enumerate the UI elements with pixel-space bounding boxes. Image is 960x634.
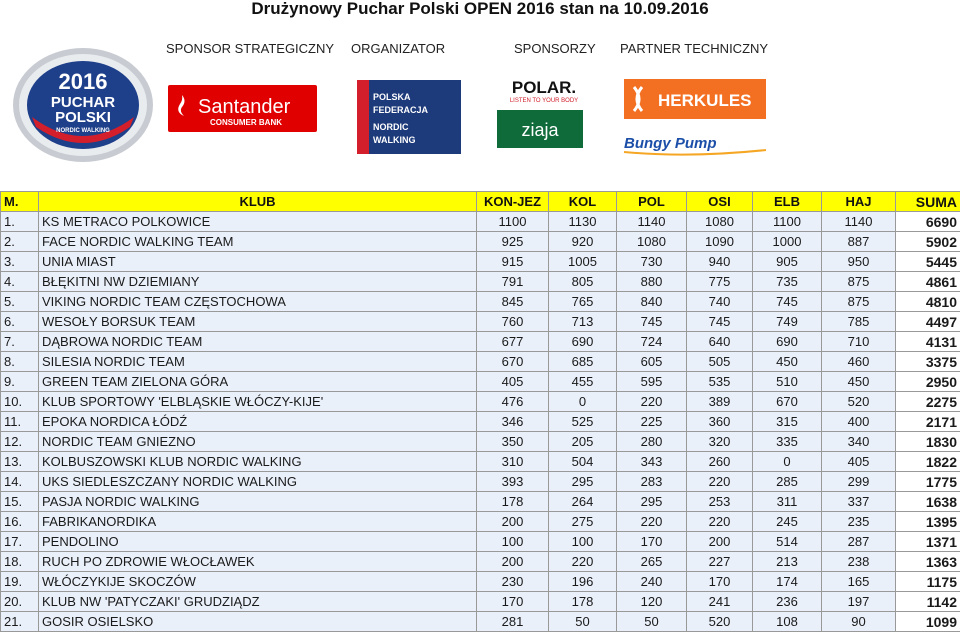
organizer-label: ORGANIZATOR	[351, 41, 446, 56]
row-score-elb: 213	[753, 552, 822, 572]
table-row	[1, 412, 960, 432]
row-score-pol: 240	[617, 572, 687, 592]
row-score-kon-jez: 350	[477, 432, 549, 452]
row-score-elb: 514	[753, 532, 822, 552]
row-score-elb: 450	[753, 352, 822, 372]
row-score-haj: 875	[822, 292, 896, 312]
row-club-name: KOLBUSZOWSKI KLUB NORDIC WALKING	[39, 452, 477, 472]
row-score-osi: 360	[687, 412, 753, 432]
row-position: 8.	[1, 352, 39, 372]
row-score-osi: 505	[687, 352, 753, 372]
row-score-elb: 108	[753, 612, 822, 632]
table-row	[1, 212, 960, 232]
row-score-osi: 535	[687, 372, 753, 392]
row-club-name: FACE NORDIC WALKING TEAM	[39, 232, 477, 252]
row-score-pol: 225	[617, 412, 687, 432]
row-score-osi: 260	[687, 452, 753, 472]
header-suma: SUMA	[896, 192, 960, 212]
row-total: 4810	[896, 292, 960, 312]
row-score-elb: 1100	[753, 212, 822, 232]
row-score-elb: 905	[753, 252, 822, 272]
row-score-kol: 690	[549, 332, 617, 352]
row-score-kol: 275	[549, 512, 617, 532]
row-club-name: SILESIA NORDIC TEAM	[39, 352, 477, 372]
row-position: 6.	[1, 312, 39, 332]
row-total: 1363	[896, 552, 960, 572]
row-score-haj: 90	[822, 612, 896, 632]
row-score-pol: 605	[617, 352, 687, 372]
row-score-haj: 400	[822, 412, 896, 432]
table-row	[1, 472, 960, 492]
svg-text:CONSUMER BANK: CONSUMER BANK	[210, 118, 282, 127]
table-row	[1, 232, 960, 252]
row-score-pol: 283	[617, 472, 687, 492]
svg-text:FEDERACJA: FEDERACJA	[373, 105, 429, 115]
row-score-elb: 315	[753, 412, 822, 432]
table-row	[1, 592, 960, 612]
table-row	[1, 392, 960, 412]
row-score-kol: 455	[549, 372, 617, 392]
row-position: 15.	[1, 492, 39, 512]
row-score-haj: 950	[822, 252, 896, 272]
row-score-kol: 178	[549, 592, 617, 612]
table-row	[1, 352, 960, 372]
row-score-haj: 238	[822, 552, 896, 572]
row-score-pol: 730	[617, 252, 687, 272]
table-row	[1, 312, 960, 332]
row-club-name: PENDOLINO	[39, 532, 477, 552]
row-score-pol: 170	[617, 532, 687, 552]
row-score-elb: 245	[753, 512, 822, 532]
row-position: 21.	[1, 612, 39, 632]
strategic-sponsor-label: SPONSOR STRATEGICZNY	[166, 41, 335, 56]
row-total: 1175	[896, 572, 960, 592]
row-position: 1.	[1, 212, 39, 232]
row-club-name: VIKING NORDIC TEAM CZĘSTOCHOWA	[39, 292, 477, 312]
row-score-haj: 875	[822, 272, 896, 292]
row-score-haj: 165	[822, 572, 896, 592]
row-score-kol: 525	[549, 412, 617, 432]
row-score-pol: 745	[617, 312, 687, 332]
herkules-logo	[624, 79, 766, 119]
row-score-haj: 340	[822, 432, 896, 452]
row-club-name: KLUB SPORTOWY 'ELBLĄSKIE WŁÓCZY-KIJE'	[39, 392, 477, 412]
ziaja-logo	[497, 110, 583, 148]
table-row	[1, 292, 960, 312]
row-score-kon-jez: 310	[477, 452, 549, 472]
header-pol: POL	[617, 192, 687, 212]
row-position: 12.	[1, 432, 39, 452]
row-score-kol: 196	[549, 572, 617, 592]
row-score-haj: 887	[822, 232, 896, 252]
row-score-pol: 724	[617, 332, 687, 352]
row-position: 20.	[1, 592, 39, 612]
row-score-kon-jez: 346	[477, 412, 549, 432]
row-total: 1830	[896, 432, 960, 452]
row-score-elb: 285	[753, 472, 822, 492]
row-score-kon-jez: 178	[477, 492, 549, 512]
header-elb: ELB	[753, 192, 822, 212]
row-score-kol: 295	[549, 472, 617, 492]
row-score-osi: 740	[687, 292, 753, 312]
bungy-pump-logo	[620, 128, 770, 158]
row-total: 3375	[896, 352, 960, 372]
row-club-name: EPOKA NORDICA ŁÓDŹ	[39, 412, 477, 432]
row-club-name: NORDIC TEAM GNIEZNO	[39, 432, 477, 452]
row-score-kol: 220	[549, 552, 617, 572]
row-score-haj: 785	[822, 312, 896, 332]
row-score-pol: 1140	[617, 212, 687, 232]
row-position: 4.	[1, 272, 39, 292]
row-total: 1371	[896, 532, 960, 552]
row-club-name: WESOŁY BORSUK TEAM	[39, 312, 477, 332]
row-total: 1395	[896, 512, 960, 532]
row-total: 4497	[896, 312, 960, 332]
row-score-pol: 343	[617, 452, 687, 472]
row-score-elb: 749	[753, 312, 822, 332]
row-position: 14.	[1, 472, 39, 492]
row-club-name: DĄBROWA NORDIC TEAM	[39, 332, 477, 352]
header-club: KLUB	[39, 192, 477, 212]
row-score-haj: 235	[822, 512, 896, 532]
row-score-osi: 940	[687, 252, 753, 272]
row-score-kol: 805	[549, 272, 617, 292]
row-score-osi: 220	[687, 472, 753, 492]
svg-text:LISTEN TO YOUR BODY: LISTEN TO YOUR BODY	[509, 98, 579, 104]
row-score-haj: 460	[822, 352, 896, 372]
svg-text:2016: 2016	[58, 69, 108, 94]
svg-text:WALKING: WALKING	[373, 135, 416, 145]
row-score-pol: 295	[617, 492, 687, 512]
row-score-elb: 1000	[753, 232, 822, 252]
row-score-kol: 1005	[549, 252, 617, 272]
puchar-polski-logo	[12, 47, 154, 163]
row-score-haj: 299	[822, 472, 896, 492]
row-position: 3.	[1, 252, 39, 272]
santander-logo	[168, 85, 317, 132]
pfnw-logo	[357, 80, 461, 154]
header-position: M.	[1, 192, 39, 212]
row-position: 5.	[1, 292, 39, 312]
row-position: 11.	[1, 412, 39, 432]
results-table	[0, 191, 960, 632]
row-score-kon-jez: 760	[477, 312, 549, 332]
row-score-haj: 197	[822, 592, 896, 612]
row-score-kol: 100	[549, 532, 617, 552]
row-score-osi: 1080	[687, 212, 753, 232]
row-position: 9.	[1, 372, 39, 392]
row-score-kon-jez: 1100	[477, 212, 549, 232]
row-position: 17.	[1, 532, 39, 552]
header-kon-jez: KON-JEZ	[477, 192, 549, 212]
table-row	[1, 612, 960, 632]
table-row	[1, 332, 960, 352]
row-score-kon-jez: 393	[477, 472, 549, 492]
row-score-osi: 253	[687, 492, 753, 512]
row-score-osi: 745	[687, 312, 753, 332]
row-club-name: RUCH PO ZDROWIE WŁOCŁAWEK	[39, 552, 477, 572]
row-score-elb: 735	[753, 272, 822, 292]
row-score-osi: 241	[687, 592, 753, 612]
row-score-elb: 0	[753, 452, 822, 472]
row-score-kol: 765	[549, 292, 617, 312]
header-haj: HAJ	[822, 192, 896, 212]
row-total: 1142	[896, 592, 960, 612]
table-row	[1, 452, 960, 472]
row-score-elb: 510	[753, 372, 822, 392]
row-score-kon-jez: 281	[477, 612, 549, 632]
row-club-name: UKS SIEDLESZCZANY NORDIC WALKING	[39, 472, 477, 492]
row-club-name: PASJA NORDIC WALKING	[39, 492, 477, 512]
row-score-kol: 920	[549, 232, 617, 252]
table-row	[1, 552, 960, 572]
row-position: 13.	[1, 452, 39, 472]
row-score-kon-jez: 791	[477, 272, 549, 292]
row-score-kol: 264	[549, 492, 617, 512]
row-score-kon-jez: 230	[477, 572, 549, 592]
row-club-name: FABRIKANORDIKA	[39, 512, 477, 532]
row-score-kol: 205	[549, 432, 617, 452]
page-title: Drużynowy Puchar Polski OPEN 2016 stan na 10.09.2016	[251, 0, 709, 18]
polar-logo	[493, 78, 595, 104]
row-score-pol: 1080	[617, 232, 687, 252]
row-score-kon-jez: 925	[477, 232, 549, 252]
row-score-osi: 200	[687, 532, 753, 552]
row-score-pol: 220	[617, 512, 687, 532]
technical-partner-label: PARTNER TECHNICZNY	[620, 41, 769, 56]
row-total: 1099	[896, 612, 960, 632]
row-total: 1822	[896, 452, 960, 472]
row-score-osi: 220	[687, 512, 753, 532]
row-score-kol: 0	[549, 392, 617, 412]
svg-text:POLSKA: POLSKA	[373, 92, 411, 102]
row-total: 1775	[896, 472, 960, 492]
row-club-name: KLUB NW 'PATYCZAKI' GRUDZIĄDZ	[39, 592, 477, 612]
svg-text:ziaja: ziaja	[521, 120, 559, 140]
row-score-elb: 174	[753, 572, 822, 592]
row-score-kon-jez: 200	[477, 552, 549, 572]
row-total: 2171	[896, 412, 960, 432]
table-row	[1, 432, 960, 452]
svg-text:POLAR.: POLAR.	[511, 78, 577, 97]
row-club-name: WŁÓCZYKIJE SKOCZÓW	[39, 572, 477, 592]
row-score-pol: 220	[617, 392, 687, 412]
row-score-kon-jez: 405	[477, 372, 549, 392]
row-position: 18.	[1, 552, 39, 572]
row-total: 2950	[896, 372, 960, 392]
table-header-row	[1, 192, 960, 212]
svg-text:Bungy Pump: Bungy Pump	[624, 135, 717, 152]
row-score-haj: 520	[822, 392, 896, 412]
row-score-osi: 170	[687, 572, 753, 592]
row-score-osi: 520	[687, 612, 753, 632]
table-row	[1, 572, 960, 592]
row-score-osi: 227	[687, 552, 753, 572]
row-score-elb: 311	[753, 492, 822, 512]
svg-text:POLSKI: POLSKI	[55, 109, 111, 126]
row-club-name: GREEN TEAM ZIELONA GÓRA	[39, 372, 477, 392]
row-score-osi: 389	[687, 392, 753, 412]
table-row	[1, 532, 960, 552]
row-score-elb: 236	[753, 592, 822, 612]
row-position: 7.	[1, 332, 39, 352]
row-score-kon-jez: 200	[477, 512, 549, 532]
sponsors-label: SPONSORZY	[514, 41, 596, 56]
row-position: 16.	[1, 512, 39, 532]
row-total: 4861	[896, 272, 960, 292]
row-total: 4131	[896, 332, 960, 352]
svg-text:NORDIC WALKING: NORDIC WALKING	[56, 128, 110, 134]
row-score-kon-jez: 915	[477, 252, 549, 272]
row-score-elb: 670	[753, 392, 822, 412]
row-total: 5445	[896, 252, 960, 272]
row-score-kon-jez: 476	[477, 392, 549, 412]
row-position: 10.	[1, 392, 39, 412]
row-score-kol: 1130	[549, 212, 617, 232]
table-row	[1, 272, 960, 292]
table-row	[1, 492, 960, 512]
row-score-kol: 504	[549, 452, 617, 472]
row-score-elb: 335	[753, 432, 822, 452]
header-osi: OSI	[687, 192, 753, 212]
row-score-elb: 690	[753, 332, 822, 352]
row-club-name: KS METRACO POLKOWICE	[39, 212, 477, 232]
row-score-elb: 745	[753, 292, 822, 312]
row-score-osi: 320	[687, 432, 753, 452]
row-club-name: UNIA MIAST	[39, 252, 477, 272]
row-score-haj: 337	[822, 492, 896, 512]
row-position: 2.	[1, 232, 39, 252]
row-score-haj: 1140	[822, 212, 896, 232]
row-score-pol: 280	[617, 432, 687, 452]
svg-text:HERKULES: HERKULES	[658, 91, 752, 110]
row-score-kon-jez: 677	[477, 332, 549, 352]
row-score-kon-jez: 170	[477, 592, 549, 612]
row-club-name: BŁĘKITNI NW DZIEMIANY	[39, 272, 477, 292]
svg-text:NORDIC: NORDIC	[373, 122, 409, 132]
row-club-name: GOSIR OSIELSKO	[39, 612, 477, 632]
row-score-kon-jez: 100	[477, 532, 549, 552]
row-score-pol: 880	[617, 272, 687, 292]
table-row	[1, 372, 960, 392]
row-score-pol: 595	[617, 372, 687, 392]
row-score-pol: 120	[617, 592, 687, 612]
row-score-haj: 450	[822, 372, 896, 392]
row-score-kon-jez: 670	[477, 352, 549, 372]
header-kol: KOL	[549, 192, 617, 212]
row-total: 5902	[896, 232, 960, 252]
row-score-haj: 405	[822, 452, 896, 472]
row-score-osi: 1090	[687, 232, 753, 252]
row-score-kol: 685	[549, 352, 617, 372]
table-row	[1, 252, 960, 272]
row-total: 1638	[896, 492, 960, 512]
row-position: 19.	[1, 572, 39, 592]
row-score-kol: 50	[549, 612, 617, 632]
row-score-kol: 713	[549, 312, 617, 332]
row-score-kon-jez: 845	[477, 292, 549, 312]
row-score-haj: 287	[822, 532, 896, 552]
row-score-haj: 710	[822, 332, 896, 352]
svg-text:Santander: Santander	[198, 96, 291, 118]
row-score-pol: 265	[617, 552, 687, 572]
row-total: 2275	[896, 392, 960, 412]
row-score-osi: 775	[687, 272, 753, 292]
row-score-pol: 840	[617, 292, 687, 312]
row-total: 6690	[896, 212, 960, 232]
svg-text:PUCHAR: PUCHAR	[50, 94, 116, 111]
row-score-pol: 50	[617, 612, 687, 632]
row-score-osi: 640	[687, 332, 753, 352]
table-row	[1, 512, 960, 532]
